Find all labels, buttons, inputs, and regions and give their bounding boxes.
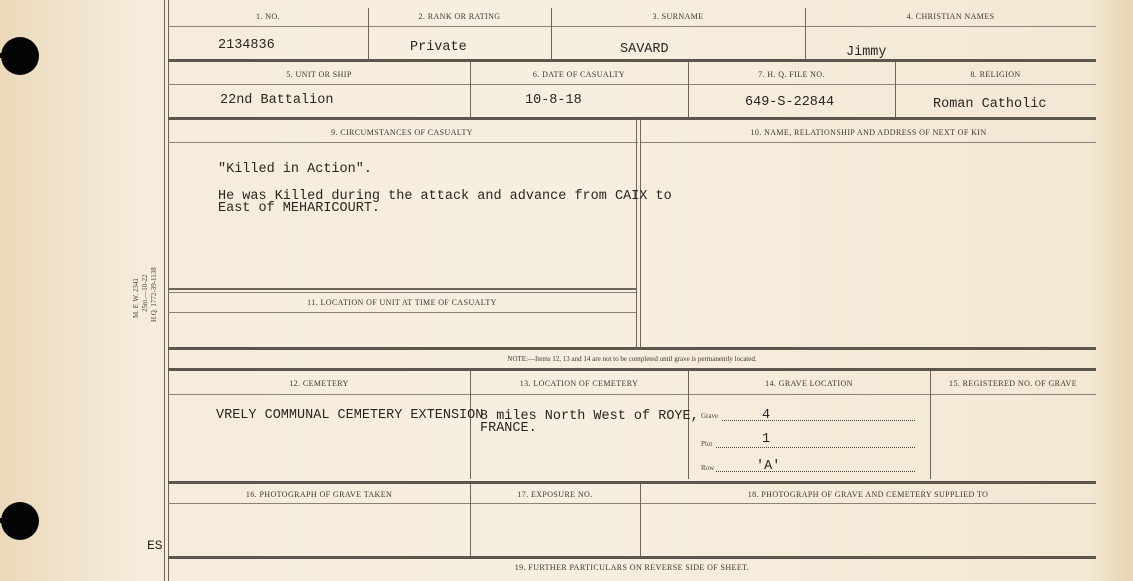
label-christian-names: 4. CHRISTIAN NAMES [906,12,995,21]
label-religion: 8. RELIGION [970,70,1021,79]
label-circumstances: 9. CIRCUMSTANCES OF CASUALTY [331,128,473,137]
value-plot: 1 [762,432,771,447]
cemetery-header-line [168,394,1096,395]
divider [640,120,641,348]
row1-bottom-line [168,59,1096,62]
hole-punch-top [1,37,39,75]
photo-top-line [168,481,1096,484]
label-next-of-kin: 10. NAME, RELATIONSHIP AND ADDRESS OF NEXT OF KIN [750,128,987,137]
value-location-of-cemetery-line-1: 8 miles North West of ROYE, [480,409,699,424]
value-religion: Roman Catholic [933,97,1047,112]
value-christian-names: Jimmy [846,45,887,60]
photo-header-line [168,503,1096,504]
row2-header-line [168,84,1096,85]
circumstances-line-1: "Killed in Action". [218,162,372,177]
value-hq-file-no: 649-S-22844 [745,95,835,110]
label-registered-no: 15. REGISTERED NO. OF GRAVE [949,379,1077,388]
row1-header-line [168,26,1096,27]
label-photograph-taken: 16. PHOTOGRAPH OF GRAVE TAKEN [245,490,393,499]
corner-mark: ES [147,538,163,553]
note-top-line [168,347,1096,350]
label-surname: 3. SURNAME [652,12,704,21]
location-unit-header-line [168,312,636,313]
divider [636,120,637,348]
row2-bottom-line [168,117,1096,120]
next-of-kin-header-line [641,142,1096,143]
circumstances-line-2: He was Killed during the attack and advance from CAIX to [218,189,672,204]
value-location-of-cemetery-line-2: FRANCE. [480,421,537,436]
value-surname: SAVARD [620,42,669,57]
value-unit: 22nd Battalion [220,93,334,108]
label-location-of-unit: 11. LOCATION OF UNIT AT TIME OF CASUALTY [307,298,497,307]
value-grave: 4 [762,408,771,423]
location-unit-top-line [168,288,636,290]
grave-label: Grave [701,412,719,420]
label-cemetery: 12. CEMETERY [289,379,349,388]
value-rank: Private [410,40,467,55]
row-label: Row [701,464,715,472]
plot-dotted-line [716,447,915,448]
value-no: 2134836 [218,38,275,53]
location-unit-top-line-2 [168,292,636,293]
label-grave-location: 14. GRAVE LOCATION [765,379,853,388]
note-text: NOTE:—Items 12, 13 and 14 are not to be completed until grave is permanently located. [507,355,757,363]
label-hq-file-no: 7. H. Q. FILE NO. [758,70,825,79]
left-border-outer [164,0,165,581]
circumstances-line-3: East of MEHARICOURT. [218,201,381,216]
hole-punch-bottom [1,502,39,540]
note-bottom-line [168,368,1096,371]
value-cemetery: VRELY COMMUNAL CEMETERY EXTENSION [216,408,484,423]
label-rank: 2. RANK OR RATING [418,12,501,21]
label-exposure-no: 17. EXPOSURE NO. [517,490,593,499]
margin-code-3: H.Q. 1772-39-1138 [150,267,158,322]
margin-code-2: 25m.—10-22 [141,274,149,312]
value-row: 'A' [756,459,781,474]
label-date-of-casualty: 6. DATE OF CASUALTY [532,70,626,79]
label-photo-supplied-to: 18. PHOTOGRAPH OF GRAVE AND CEMETERY SUPPLIED TO [747,490,989,499]
label-location-of-cemetery: 13. LOCATION OF CEMETERY [519,379,639,388]
footer-top-line [168,556,1096,559]
label-unit: 5. UNIT OR SHIP [286,70,352,79]
value-date-of-casualty: 10-8-18 [525,93,582,108]
circumstances-header-line [168,142,638,143]
plot-label: Plot [701,440,713,448]
label-no: 1. NO. [256,12,280,21]
footer-text: 19. FURTHER PARTICULARS ON REVERSE SIDE OF SHEET. [514,563,750,572]
row-dotted-line [716,471,915,472]
grave-dotted-line [722,420,915,421]
margin-code-1: M. F. W. 2341 [132,278,140,318]
